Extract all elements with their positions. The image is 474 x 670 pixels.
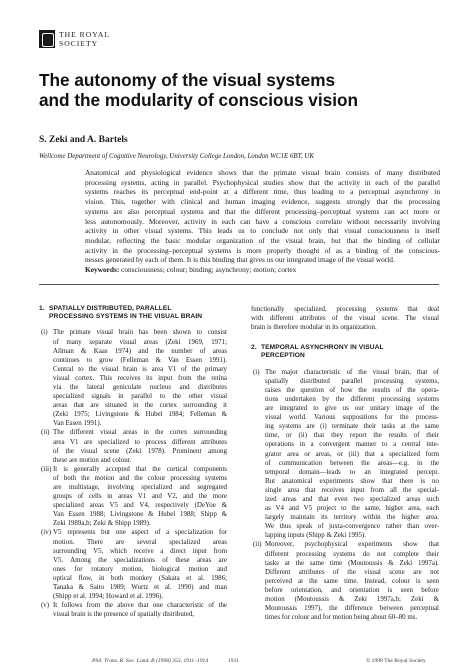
item-marker: (i) bbox=[253, 367, 260, 376]
item-line: But anatomical experiments show that there is no bbox=[265, 476, 439, 485]
right-column bbox=[251, 305, 439, 622]
title-line1: The autonomy of the visual systems bbox=[39, 70, 336, 90]
abstract-line: activity in the processing–perceptual systems is more properly thought of as a binding of the conscious- bbox=[85, 245, 440, 255]
abstract-line: vision. This, together with clinical and human imaging evidence, suggests strongly that the processing bbox=[85, 197, 440, 207]
paper-title bbox=[39, 71, 439, 110]
item-line: lapping inputs (Shipp & Zeki 1995). bbox=[265, 531, 366, 540]
item-line: It is generally accepted that the cortical components bbox=[53, 464, 227, 473]
item-line: are multistage, involving specialized and segregated bbox=[53, 483, 227, 491]
section-divider bbox=[39, 284, 439, 285]
item-body bbox=[39, 601, 227, 619]
item-line: specialized areas V5 and V4, respectively (DeYoe & bbox=[53, 501, 227, 510]
authors: S. Zeki and A. Bartels bbox=[39, 135, 128, 145]
item-line: temporal domain—leads to an integrated percept. bbox=[265, 467, 439, 476]
affiliation: Wellcome Department of Cognitive Neurology, University College London, London WC1E 6BT, UK bbox=[39, 153, 314, 160]
item-line: are integrated to give us our unitary image of the bbox=[265, 404, 439, 413]
item-line: of both the motion and the colour processing systems bbox=[53, 473, 227, 482]
abstract-line: processing systems, acting in parallel. Psychophysical studies show that the activity in each of the parallel bbox=[85, 177, 440, 187]
left-item-list bbox=[39, 328, 227, 619]
numbered-item bbox=[39, 601, 227, 619]
item-line: Van Essen 1991). bbox=[53, 419, 102, 428]
item-line: largely maintain its territory within the higher area. bbox=[265, 513, 439, 522]
intro-line: brain is therefore modular in its organization. bbox=[251, 323, 377, 332]
item-marker: (iv) bbox=[41, 528, 52, 537]
right-item-list bbox=[251, 368, 439, 623]
left-column bbox=[39, 305, 227, 619]
item-line: groups of cells in areas V1 and V2, and the more bbox=[53, 492, 227, 501]
logo-text-line1: THE ROYAL bbox=[59, 30, 110, 39]
right-intro-paragraph bbox=[251, 305, 439, 332]
item-line: time, or (ii) that they report the results of their bbox=[265, 431, 439, 440]
page-number: 1911 bbox=[228, 658, 239, 664]
item-body bbox=[39, 428, 227, 464]
item-line: Different attributes of the visual scene are not bbox=[265, 567, 439, 576]
item-line: continues to grow (Felleman & Van Essen 1991). bbox=[53, 355, 227, 364]
item-line: Tanaka & Saito 1989; Wurtz et al. 1990) and man bbox=[53, 583, 227, 592]
item-marker: (iii) bbox=[41, 464, 52, 473]
item-line: grator area or areas, or (iii) that a specialized form bbox=[265, 449, 439, 458]
item-line: single area that receives input from all the special- bbox=[265, 485, 439, 494]
journal-citation: Phil. Trans. R. Soc. Lond. B (1998) 353, 1911–1914 bbox=[92, 658, 209, 664]
item-line: V5. Among the specializations of these areas are bbox=[53, 555, 227, 564]
item-line: tions undertaken by the different processing systems bbox=[265, 394, 439, 403]
item-line: areas that are situated in the cortex surrounding it bbox=[53, 401, 227, 410]
abstract bbox=[85, 168, 440, 265]
item-line: tasks at the same time (Moutoussis & Zeki 1997a). bbox=[265, 558, 439, 567]
abstract-line: activity in other visual systems. This leads us to conclude not only that visual consciousness is itself bbox=[85, 226, 440, 236]
item-line: of communication between the areas—e.g. in the bbox=[265, 458, 439, 467]
section-heading-line: PROCESSING SYSTEMS IN THE VISUAL BRAIN bbox=[49, 313, 203, 321]
royal-society-logo bbox=[39, 28, 179, 50]
item-line: The major characteristic of the visual brain, that of bbox=[265, 367, 439, 376]
item-line: ones for rotatory motion, biological motion and bbox=[53, 564, 227, 573]
item-line: area V1 are specialized to process different attributes bbox=[53, 437, 227, 446]
item-marker: (i) bbox=[41, 328, 48, 337]
item-line: V5 represents but one aspect of a specialization for bbox=[53, 528, 227, 537]
copyright: © 1998 The Royal Society bbox=[366, 658, 426, 664]
item-line: different processing systems do not complete their bbox=[265, 549, 439, 558]
item-line: optical flow, in both monkey (Sakata et al. 1986; bbox=[53, 573, 227, 582]
item-line: specialized signals in parallel to the other visual bbox=[53, 392, 227, 401]
title-line2: and the modularity of conscious vision bbox=[39, 89, 358, 110]
numbered-item bbox=[251, 368, 439, 541]
item-line: It follows from the above that one characteristic of the bbox=[53, 601, 227, 610]
item-line: (Shipp et al. 1994; Howard et al. 1996). bbox=[53, 592, 164, 601]
abstract-line: less autonomously. Moreover, activity in each can have a conscious correlate without necessarily involving bbox=[85, 216, 440, 226]
numbered-item bbox=[39, 465, 227, 529]
item-line: ing systems are (i) terminate their tasks at the same bbox=[265, 422, 439, 431]
section-number: 1. bbox=[39, 305, 45, 312]
numbered-item bbox=[39, 328, 227, 428]
item-line: operations in a convergent manner to a central inte- bbox=[265, 440, 439, 449]
item-marker: (ii) bbox=[253, 540, 262, 549]
item-line: these are motion and colour. bbox=[53, 455, 132, 464]
item-line: (Zeki 1975; Livingstone & Hubel 1984; Felleman & bbox=[53, 410, 227, 419]
item-line: times for colour and for motion being about 60–80 ms. bbox=[265, 613, 418, 622]
item-line: We thus speak of juxta-convergence rather than over- bbox=[265, 522, 439, 531]
keywords bbox=[85, 265, 296, 274]
item-body bbox=[39, 528, 227, 601]
item-line: via the lateral geniculate nucleus and distributes bbox=[53, 382, 227, 391]
numbered-item bbox=[251, 540, 439, 622]
item-body bbox=[39, 465, 227, 529]
item-line: Zeki 1989a,b; Zeki & Shipp 1989). bbox=[53, 519, 151, 528]
section-heading-line: PERCEPTION bbox=[261, 352, 305, 360]
item-line: motion. There are several specialized areas bbox=[53, 537, 227, 546]
item-line: The primate visual brain has been shown to consist bbox=[53, 328, 227, 337]
item-line: of the visual scene (Zeki 1978). Prominent among bbox=[53, 446, 227, 455]
abstract-line: systems are also perceptual systems and that the different processing–perceptual systems can act more or bbox=[85, 206, 440, 216]
item-line: Moreover, psychophysical experiments show that bbox=[265, 540, 439, 549]
item-line: The different visual areas in the cortex surrounding bbox=[53, 428, 227, 437]
keywords-label: Keywords: bbox=[85, 265, 120, 274]
item-marker: (ii) bbox=[41, 428, 50, 437]
section-heading-2 bbox=[251, 344, 439, 360]
section-heading-1 bbox=[39, 305, 227, 321]
logo-text-line2: SOCIETY bbox=[59, 39, 99, 48]
item-line: spatially distributed parallel processing systems, bbox=[265, 376, 439, 385]
numbered-item bbox=[39, 428, 227, 464]
item-line: visual cortex. This receives its input from the retina bbox=[53, 373, 227, 382]
item-line: Moutoussis 1997), the difference between perceptual bbox=[265, 604, 439, 613]
item-line: Allman & Kaas 1974) and the number of areas bbox=[53, 346, 227, 355]
numbered-item bbox=[39, 528, 227, 601]
item-line: as V4 and V5 project to the same, higher area, each bbox=[265, 504, 439, 513]
item-line: Central to the visual brain is area V1 of the primary bbox=[53, 364, 227, 373]
item-marker: (v) bbox=[41, 601, 50, 610]
abstract-line: Anatomical and physiological evidence shows that the primate visual brain consists of many distributed bbox=[85, 168, 440, 177]
abstract-line: modular, reflecting the basic modular organization of the visual brain, but that the binding of cellular bbox=[85, 235, 440, 245]
item-body bbox=[251, 540, 439, 622]
item-line: raises the question of how the results of the opera- bbox=[265, 385, 439, 394]
item-line: before orientation, and orientation is seen before bbox=[265, 585, 439, 594]
item-body bbox=[251, 368, 439, 541]
item-line: perceived at the same time. Instead, colour is seen bbox=[265, 576, 439, 585]
item-line: surrounding V5, which receive a direct input from bbox=[53, 546, 227, 555]
item-line: of many separate visual areas (Zeki 1969, 1971; bbox=[53, 337, 227, 346]
item-line: motion (Moutoussis & Zeki 1997a,b; Zeki & bbox=[265, 595, 439, 604]
section-heading-line: TEMPORAL ASYNCHRONY IN VISUAL bbox=[261, 344, 384, 352]
abstract-line: nesses generated by each of them. It is this binding that gives us our integrated image of the visual world. bbox=[85, 255, 395, 265]
item-body bbox=[39, 328, 227, 428]
royal-society-crest-icon bbox=[39, 30, 55, 48]
intro-line: with different attributes of the visual scene. The visual bbox=[251, 314, 439, 323]
item-line: Van Essen 1988; Livingstone & Hubel 1988; Shipp & bbox=[53, 510, 227, 519]
item-line: ized areas and that even two specialized areas such bbox=[265, 495, 439, 503]
intro-line: functionally specialized, processing systems that deal bbox=[251, 305, 439, 313]
keywords-text: consciousness; colour; binding; asynchrony; motion; cortex bbox=[119, 265, 297, 274]
item-line: visual brain is the presence of spatially distributed, bbox=[53, 610, 195, 619]
abstract-line: systems reaches its perceptual end-point at a different time, thus leading to a perceptual asynchrony in bbox=[85, 187, 440, 197]
section-number: 2. bbox=[251, 344, 257, 352]
section-heading-line: SPATIALLY DISTRIBUTED, PARALLEL bbox=[49, 305, 172, 312]
item-line: visual world. Various suppositions for the process- bbox=[265, 413, 439, 422]
